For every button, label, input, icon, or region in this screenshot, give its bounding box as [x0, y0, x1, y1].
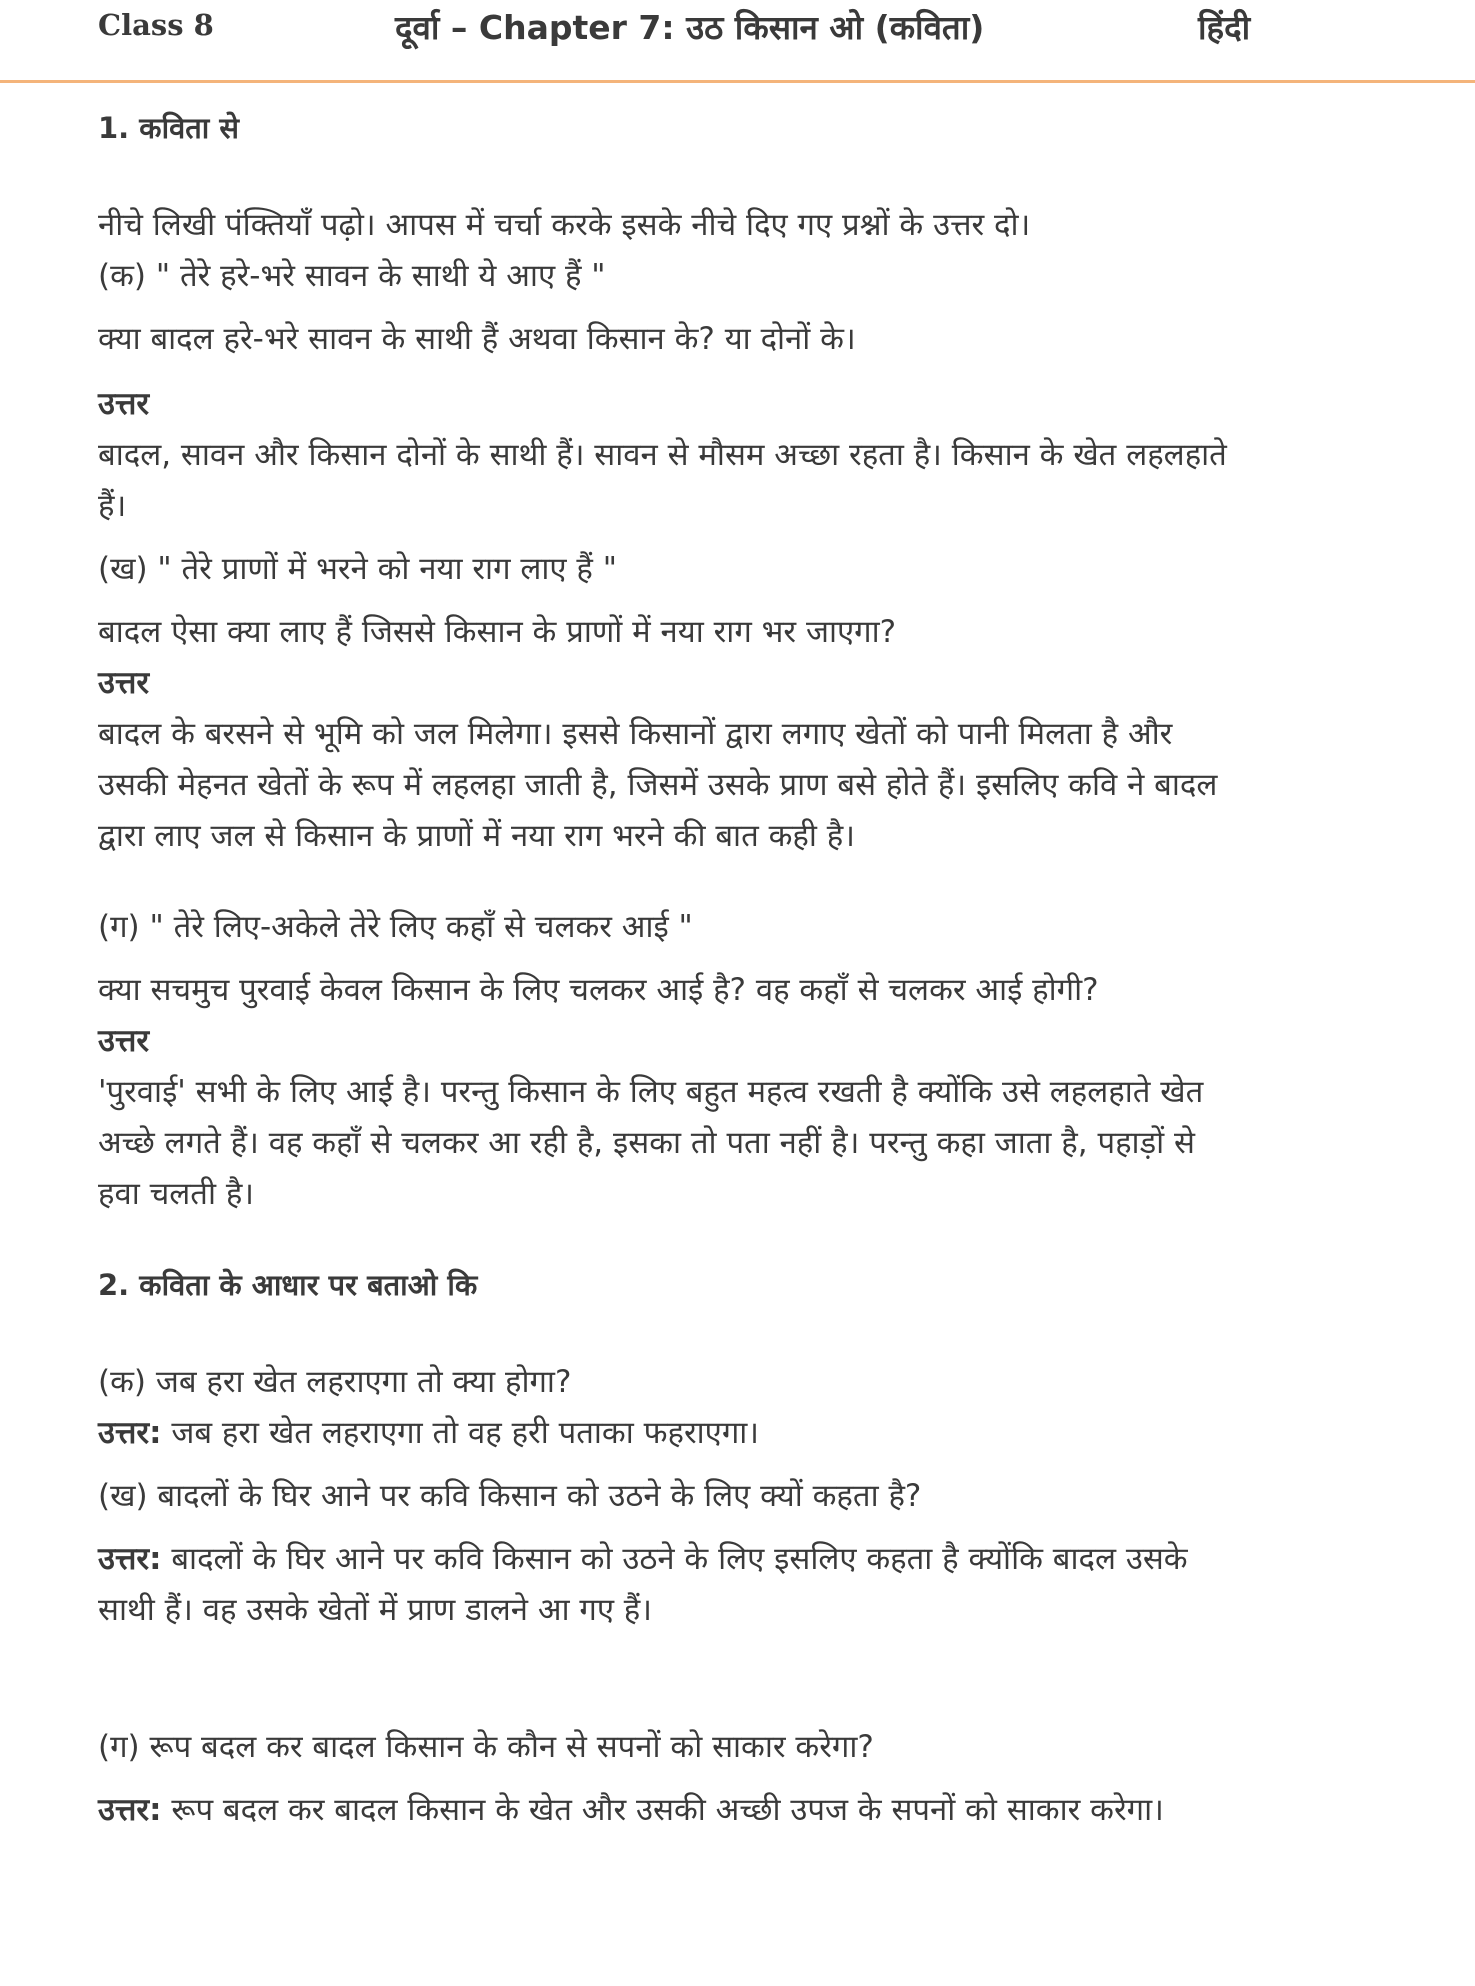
poem-line-ga: (ग) " तेरे लिए-अकेले तेरे लिए कहाँ से चलकर आई " — [98, 909, 693, 945]
s2-answer-kha — [98, 1534, 1388, 1585]
section-1-intro: नीचे लिखी पंक्तियाँ पढ़ो। आपस में चर्चा करके इसके नीचे दिए गए प्रश्नों के उत्तर दो। — [98, 207, 1031, 243]
answer-ga-line-3: हवा चलती है। — [98, 1176, 255, 1212]
page-header — [0, 0, 1475, 83]
s2-answer-ga — [98, 1785, 1388, 1836]
answer-kha-line-2: उसकी मेहनत खेतों के रूप में लहलहा जाती है, जिसमें उसके प्राण बसे होते हैं। इसलिए कवि ने बादल — [98, 767, 1218, 803]
s2-answer-kha-text-2: साथी हैं। वह उसके खेतों में प्राण डालने आ गए हैं। — [98, 1592, 653, 1628]
answer-label: उत्तर: — [98, 1541, 162, 1577]
answer-label: उत्तर — [98, 386, 150, 422]
poem-line-kha: (ख) " तेरे प्राणों में भरने को नया राग लाए हैं " — [98, 551, 617, 587]
s2-question-ka: (क) जब हरा खेत लहराएगा तो क्या होगा? — [98, 1364, 572, 1400]
answer-label: उत्तर: — [98, 1792, 162, 1828]
answer-label: उत्तर — [98, 1023, 150, 1059]
answer-ga-line-1: 'पुरवाई' सभी के लिए आई है। परन्तु किसान के लिए बहुत महत्व रखती है क्योंकि उसे लहलहाते खेत — [98, 1074, 1204, 1110]
answer-ka-line-1: बादल, सावन और किसान दोनों के साथी हैं। सावन से मौसम अच्छा रहता है। किसान के खेत लहलहाते — [98, 437, 1227, 473]
class-label: Class 8 — [98, 8, 214, 42]
s2-answer-ka-text: जब हरा खेत लहराएगा तो वह हरी पताका फहराएगा। — [171, 1415, 760, 1451]
s2-answer-ka — [98, 1408, 1388, 1459]
poem-line-ka: (क) " तेरे हरे-भरे सावन के साथी ये आए हैं " — [98, 258, 606, 294]
subject-label: हिंदी — [1198, 8, 1251, 47]
chapter-title: दूर्वा – Chapter 7: उठ किसान ओ (कविता) — [395, 8, 985, 47]
answer-kha-line-3: द्वारा लाए जल से किसान के प्राणों में नया राग भरने की बात कही है। — [98, 818, 855, 854]
answer-ka-line-2: हैं। — [98, 488, 127, 524]
question-ka: क्या बादल हरे-भरे सावन के साथी हैं अथवा किसान के? या दोनों के। — [98, 321, 856, 357]
s2-question-ga: (ग) रूप बदल कर बादल किसान के कौन से सपनों को साकार करेगा? — [98, 1729, 874, 1765]
answer-ga-line-2: अच्छे लगते हैं। वह कहाँ से चलकर आ रही है, इसका तो पता नहीं है। परन्तु कहा जाता है, पहाड़ों से — [98, 1125, 1195, 1161]
question-kha: बादल ऐसा क्या लाए हैं जिससे किसान के प्राणों में नया राग भर जाएगा? — [98, 614, 897, 650]
s2-question-kha: (ख) बादलों के घिर आने पर कवि किसान को उठने के लिए क्यों कहता है? — [98, 1478, 922, 1514]
page-content — [98, 95, 1388, 1836]
question-ga: क्या सचमुच पुरवाई केवल किसान के लिए चलकर आई है? वह कहाँ से चलकर आई होगी? — [98, 972, 1099, 1008]
section-1-heading: 1. कविता से — [98, 111, 239, 145]
s2-answer-ga-text: रूप बदल कर बादल किसान के खेत और उसकी अच्छी उपज के सपनों को साकार करेगा। — [171, 1792, 1164, 1828]
answer-label: उत्तर — [98, 665, 150, 701]
s2-answer-kha-text-1: बादलों के घिर आने पर कवि किसान को उठने के लिए इसलिए कहता है क्योंकि बादल उसके — [171, 1541, 1188, 1577]
section-2-heading: 2. कविता के आधार पर बताओ कि — [98, 1268, 478, 1302]
answer-label: उत्तर: — [98, 1415, 162, 1451]
answer-kha-line-1: बादल के बरसने से भूमि को जल मिलेगा। इससे किसानों द्वारा लगाए खेतों को पानी मिलता है और — [98, 716, 1173, 752]
